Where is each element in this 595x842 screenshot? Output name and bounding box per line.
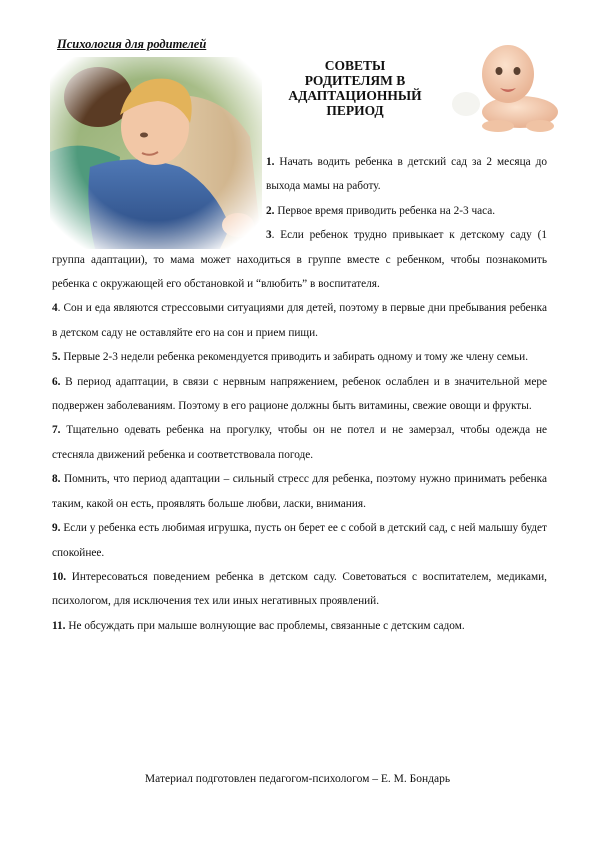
tip-text: В период адаптации, в связи с нервным напряжением, ребенок ослаблен и в значительной мере подвержен заболеваниям. Поэтому в его рационе должны быть витамины, свежие овощи и фрукты. bbox=[52, 375, 548, 413]
tip-number: 11. bbox=[52, 619, 66, 632]
tip-number: 3 bbox=[266, 229, 272, 242]
tip-text: Интересоваться поведением ребенка в детском саду. Советоваться с воспитателем, медиками, психологом, для исключения тех или иных негативных проявлений. bbox=[52, 570, 548, 608]
tip-number: 1. bbox=[266, 156, 275, 168]
header-label: Психология для родителей bbox=[57, 37, 207, 51]
tip-text: . Сон и еда являются стрессовыми ситуациями для детей, поэтому в первые дни пребывания ребенка в детском саду не оставляйте его на сон и прием пищи. bbox=[52, 302, 547, 339]
title-line: РОДИТЕЛЯМ В bbox=[304, 73, 406, 88]
tip-number: 9. bbox=[52, 522, 61, 535]
title-line: СОВЕТЫ bbox=[324, 58, 386, 73]
tip-text: . Если ребенок трудно привыкает к детскому саду (1 группа адаптации), то мама может находиться в группе вместе с ребенком, чтобы познакомить ребенка с окружающей его обстановкой и “влюбить” в воспитателя. bbox=[52, 229, 547, 291]
page-title bbox=[270, 58, 440, 118]
list-item bbox=[52, 614, 547, 638]
tip-number: 7. bbox=[52, 424, 61, 437]
tips-list bbox=[52, 150, 547, 638]
footer-credit: Материал подготовлен педагогом-психологом – Е. М. Бондарь bbox=[144, 773, 451, 785]
list-item bbox=[52, 516, 547, 565]
tip-text: Не обсуждать при малыше волнующие вас проблемы, связанные с детским садом. bbox=[68, 619, 465, 632]
list-item bbox=[52, 345, 547, 369]
title-line: АДАПТАЦИОННЫЙ bbox=[288, 88, 422, 103]
tip-number: 8. bbox=[52, 473, 61, 486]
tip-text: Первое время приводить ребенка на 2-3 часа. bbox=[277, 204, 496, 217]
tip-text: Начать водить ребенка в детский сад за 2 месяца до выхода мамы на работу. bbox=[266, 156, 547, 193]
baby-photo bbox=[440, 28, 560, 140]
image-wrap-spacer bbox=[52, 150, 266, 247]
tip-text: Тщательно одевать ребенка на прогулку, чтобы он не потел и не замерзал, чтобы одежда не стесняла движений ребенка и соответствовала погоде. bbox=[52, 424, 547, 461]
tip-number: 6. bbox=[52, 375, 61, 388]
tip-number: 4 bbox=[52, 302, 58, 315]
list-item bbox=[52, 296, 547, 345]
tip-text: Если у ребенка есть любимая игрушка, пусть он берет ее с собой в детский сад, с ней малышу будет спокойнее. bbox=[52, 522, 547, 559]
list-item bbox=[52, 418, 547, 467]
tip-number: 5. bbox=[52, 351, 61, 364]
title-line: ПЕРИОД bbox=[326, 103, 384, 118]
tip-text: Помнить, что период адаптации – сильный стресс для ребенка, поэтому нужно принимать ребенка таким, какой он есть, проявлять больше любви, ласки, внимания. bbox=[52, 473, 548, 510]
tip-number: 10. bbox=[52, 570, 67, 583]
list-item bbox=[52, 565, 547, 614]
tip-number: 2. bbox=[266, 204, 275, 217]
tip-text: Первые 2-3 недели ребенка рекомендуется приводить и забирать одному и тому же члену семьи. bbox=[63, 351, 529, 364]
list-item bbox=[52, 467, 547, 516]
list-item bbox=[52, 370, 547, 419]
